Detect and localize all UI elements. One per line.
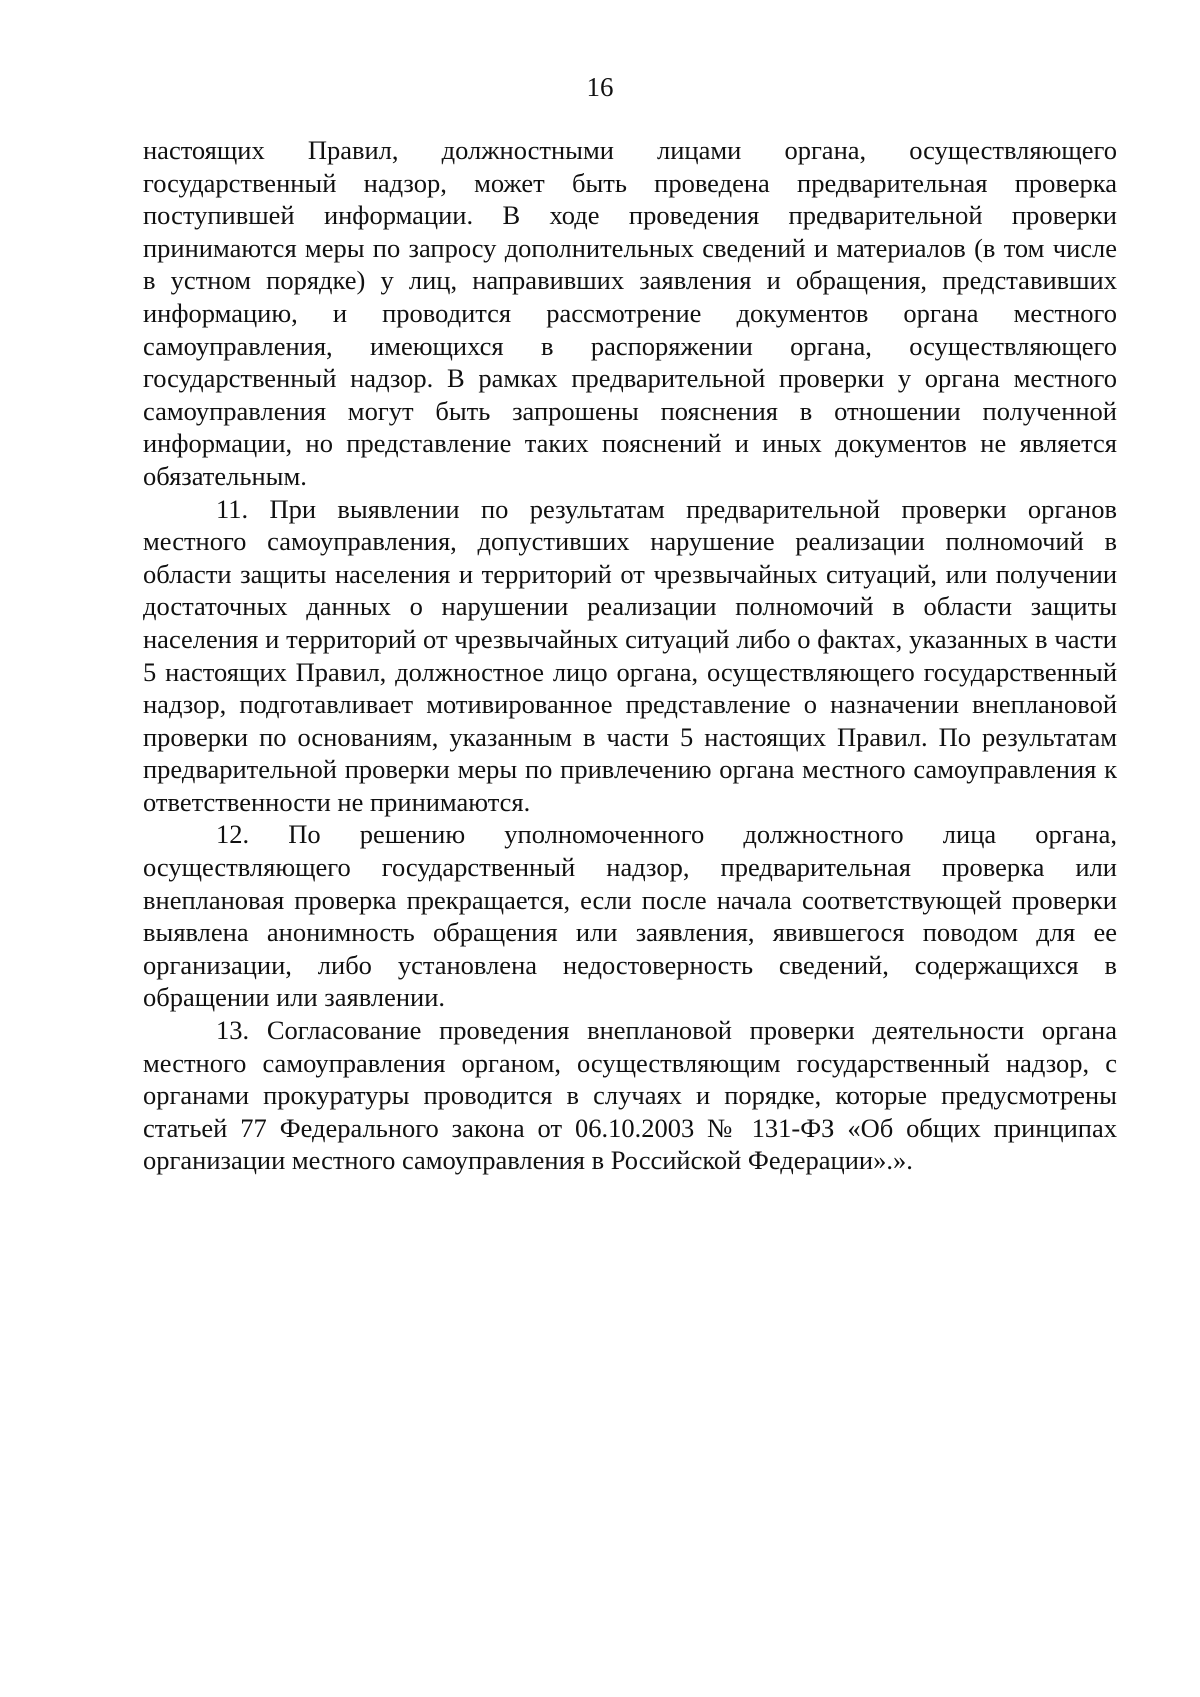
paragraph-item-12: 12. По решению уполномоченного должностного лица органа, осуществляющего государственный надзор, предварительная проверка или внеплановая проверка прекращается, если после начала соответствующей проверки выявлена анонимность обращения или заявления, явившегося поводом для ее организации, либо установлена недостоверность сведений, содержащихся в обращении или заявлении.	[143, 819, 1117, 1013]
paragraph-item-13: 13. Согласование проведения внеплановой проверки деятельности органа местного самоуправления органом, осуществляющим государственный надзор, с органами прокуратуры проводится в случаях и порядке, которые предусмотрены статьей 77 Федерального закона от 06.10.2003 № 131-ФЗ «Об общих принципах организации местного самоуправления в Российской Федерации».».	[143, 1015, 1117, 1176]
paragraph-continuation: настоящих Правил, должностными лицами органа, осуществляющего государственный надзор, может быть проведена предварительная проверка поступившей информации. В ходе проведения предварительной проверки принимаются меры по запросу дополнительных сведений и материалов (в том числе в устном порядке) у лиц, направивших заявления и обращения, представивших информацию, и проводится рассмотрение документов органа местного самоуправления, имеющихся в распоряжении органа, осуществляющего государственный надзор. В рамках предварительной проверки у органа местного самоуправления могут быть запрошены пояснения в отношении полученной информации, но представление таких пояснений и иных документов не является обязательным.	[143, 135, 1117, 491]
document-body	[143, 134, 1117, 1177]
paragraph-item-11: 11. При выявлении по результатам предварительной проверки органов местного самоуправления, допустивших нарушение реализации полномочий в области защиты населения и территорий от чрезвычайных ситуаций, или получении достаточных данных о нарушении реализации полномочий в области защиты населения и территорий от чрезвычайных ситуаций либо о фактах, указанных в части 5 настоящих Правил, должностное лицо органа, осуществляющего государственный надзор, подготавливает мотивированное представление о назначении внеплановой проверки по основаниям, указанным в части 5 настоящих Правил. По результатам предварительной проверки меры по привлечению органа местного самоуправления к ответственности не принимаются.	[143, 493, 1117, 817]
page-number: 16	[586, 72, 614, 102]
